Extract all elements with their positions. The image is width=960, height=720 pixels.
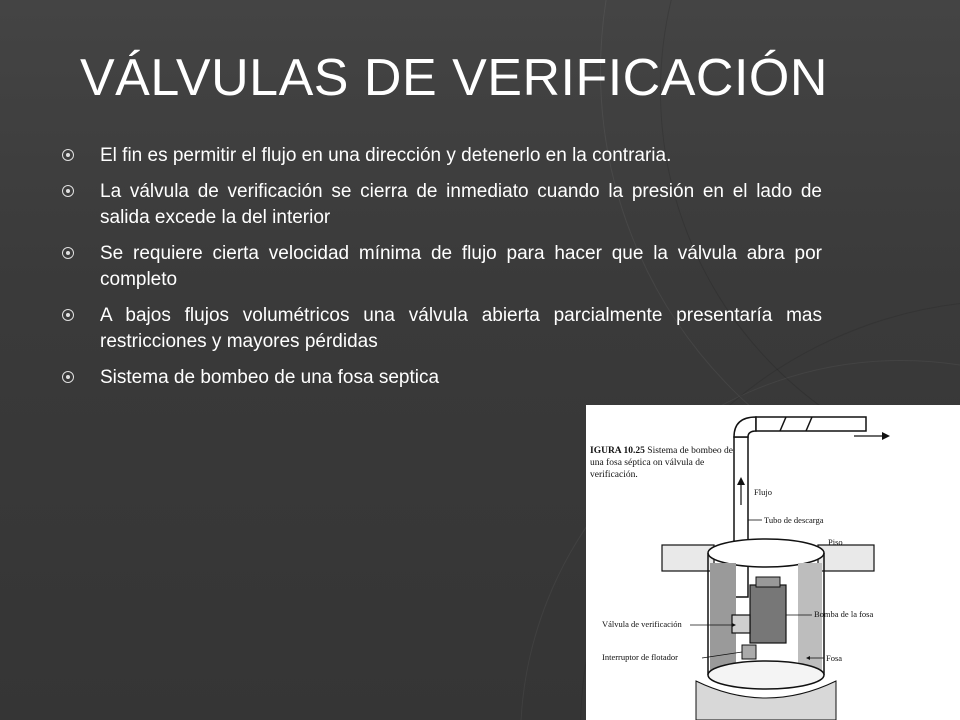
label-pit-pump: Bomba de la fosa [814, 609, 874, 619]
bullet-text: Se requiere cierta velocidad mínima de flujo para hacer que la válvula abra por completo [100, 243, 822, 290]
bullet-item [62, 303, 822, 355]
label-pit: Fosa [826, 653, 843, 663]
bullet-item [62, 143, 822, 169]
bullet-item [62, 241, 822, 293]
bullet-text: Sistema de bombeo de una fosa septica [100, 367, 440, 388]
label-floor: Piso [828, 537, 843, 547]
septic-pump-figure [586, 405, 960, 720]
circle-dot-bullet-icon [62, 247, 74, 259]
label-check-valve: Válvula de verificación [602, 619, 682, 629]
label-flow: Flujo [754, 487, 772, 497]
label-discharge-pipe: Tubo de descarga [764, 515, 824, 525]
label-float-switch: Interruptor de flotador [602, 652, 678, 662]
figure-number: IGURA 10.25 [590, 446, 645, 456]
circle-dot-bullet-icon [62, 185, 74, 197]
bullet-text: A bajos flujos volumétricos una válvula abierta parcialmente presentaría mas restricciones y mayores pérdidas [100, 305, 822, 352]
bullet-text: El fin es permitir el flujo en una dirección y detenerlo en la contraria. [100, 145, 672, 166]
circle-dot-bullet-icon [62, 371, 74, 383]
figure-caption-text: Sistema de bombeo de una fosa séptica on válvula de verificación. [590, 446, 734, 480]
bullet-item [62, 179, 822, 231]
circle-dot-bullet-icon [62, 309, 74, 321]
bullet-list [62, 143, 822, 401]
circle-dot-bullet-icon [62, 149, 74, 161]
slide-title: VÁLVULAS DE VERIFICACIÓN [80, 49, 828, 107]
figure-caption [590, 445, 740, 481]
bullet-item [62, 365, 822, 391]
bullet-text: La válvula de verificación se cierra de inmediato cuando la presión en el lado de salida excede la del interior [100, 181, 822, 228]
